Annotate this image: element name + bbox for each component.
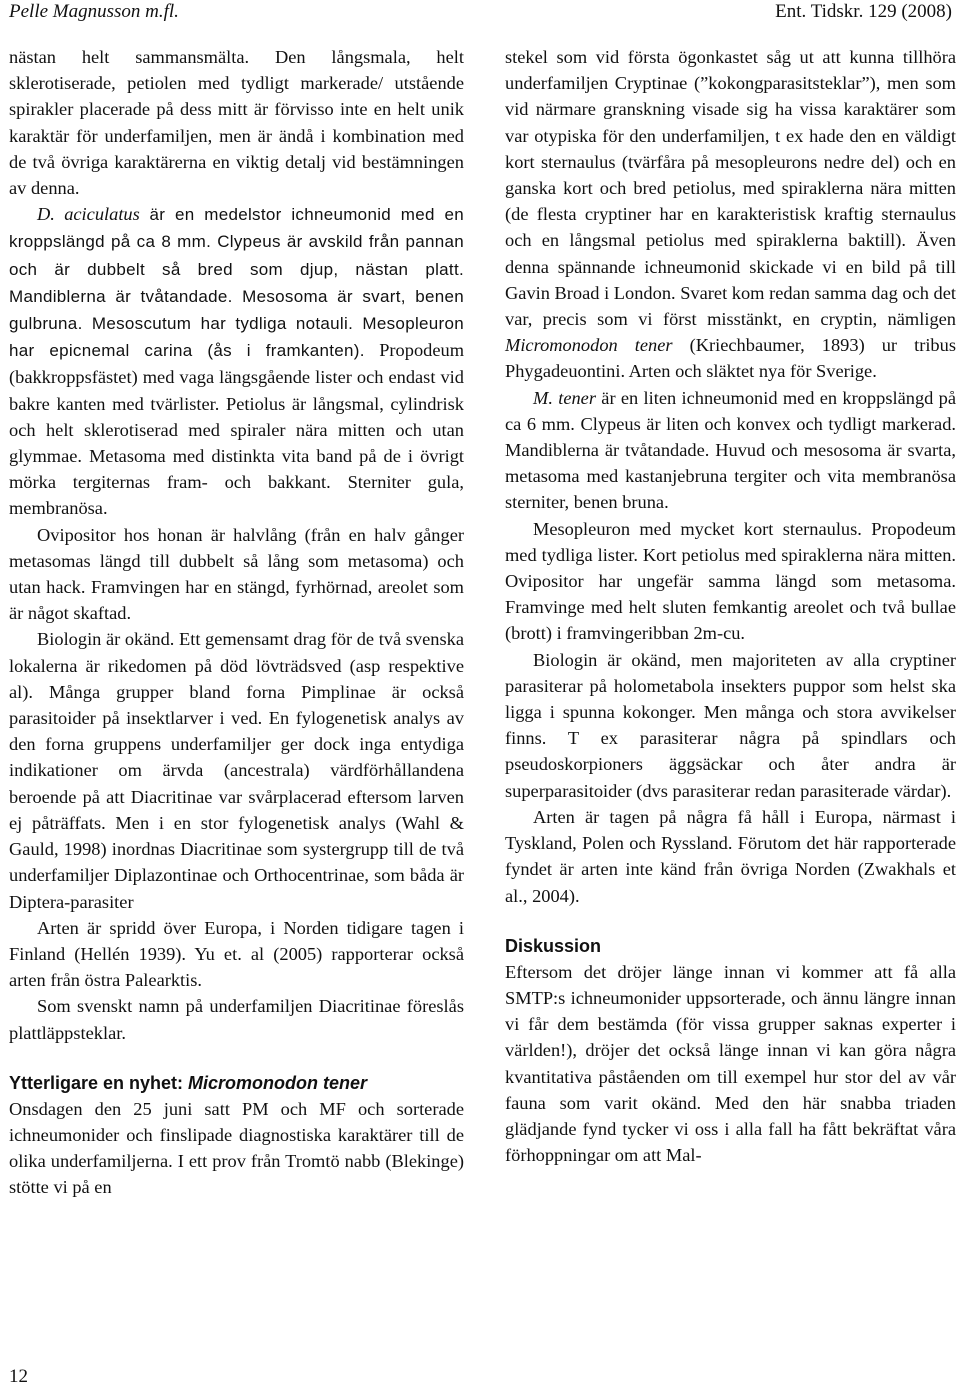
- paragraph-text: Propodeum (bakkroppsfästet) med vaga längsgående lister och endast vid bakre kanten med tvärlister. Petiolus är långsmal, cylindrisk och helt sklerotiserad med spiraler nära mitten och utan glymmae. Metasoma med distinkta vita band på de i övrigt mörka tergiternas fram- och bakkant. Sterniter gula, membranösa.: [9, 340, 464, 519]
- paragraph: stekel som vid första ögonkastet såg ut att kunna tillhöra underfamiljen Cryptinae (”kokongparasitsteklar”), men som vid närmare granskning visade sig ha vissa karaktärer som var otypiska för den underfamiljen, t ex hade den en väldigt kort sternaulus (tvärfåra på mesopleurons nedre del) och en ganska kort och bred petiolus, med spiraklerna nära mitten (de flesta cryptiner har en karakteristisk kraftig sternaulus och en långsmal petiolus med spiraklerna baktill). Även denna spännande ichneumonid skickade vi en bild på till Gavin Broad i London. Svaret kom redan samma dag och det var, precis som vi först misstänkt, en cryptin, nämligen Micromonodon tener (Kriechbaumer, 1893) ur tribus Phygadeuontini. Arten och släktet nya för Sverige.: [505, 47, 956, 382]
- right-column: [505, 44, 956, 1168]
- species-name: Micromonodon tener: [505, 335, 673, 356]
- paragraph: Ovipositor hos honan är halvlång (från en halv gånger metasomas längd till dubbelt så lång som metasoma) och utan hack. Framvingen har en stängd, fyrhörnad, areolet som är något skaftad.: [9, 524, 464, 624]
- paragraph: nästan helt sammansmälta. Den långsmala, helt sklerotiserade, petiolen med tydligt markerade/ utstående spirakler placerade på dess mitt är förvisso inte en helt unik karaktär för underfamiljen, men är ändå i kombination med de två övriga karaktärerna en viktig detalj vid bestämningen av denna.: [9, 47, 464, 199]
- section-heading: Ytterligare en nyhet: Micromonodon tener: [9, 1072, 368, 1093]
- author-header: Pelle Magnusson m.fl.: [9, 1, 179, 22]
- paragraph: Onsdagen den 25 juni satt PM och MF och sorterade ichneumonider och finslipade diagnostiska karaktärer till de olika underfamiljerna. I ett prov från Tromtö nabb (Blekinge) stötte vi på en: [9, 1098, 464, 1198]
- species-name: M. tener: [533, 387, 596, 408]
- paragraph: [9, 201, 464, 521]
- journal-header: Ent. Tidskr. 129 (2008): [775, 1, 952, 22]
- paragraph: Biologin är okänd. Ett gemensamt drag för de två svenska lokalerna är rikedomen på död lövträdsved (asp respektive al). Många grupper bland forna Pimplinae är också parasitoider på insektlarver i ved. En fylogenetisk analys av den forna gruppens underfamiljer ger dock inga entydiga indikationer om ärvda (ancestrala) värdförhållandena beroende på att Diacritinae var svårplacerad eftersom larven ej påträffats. Men i en stor fylogenetisk analys (Wahl & Gauld, 1998) inordnas Diacritinae som systergrupp till de två underfamiljer Diplazontinae och Orthocentrinae, som båda är Diptera-parasiter: [9, 629, 464, 912]
- paragraph-text: är en medelstor ichneumonid med en kroppslängd på ca 8 mm. Clypeus är avskild från pannan och är dubbelt så bred som djup, nästan platt. Mandiblerna är tvåtandade. Mesosoma är svart, benen gulbruna. Mesoscutum har tydliga notauli. Mesopleuron har epicnemal carina (ås i framkanten).: [9, 205, 464, 361]
- running-header: [9, 0, 952, 26]
- left-column: [9, 44, 464, 1201]
- species-name: D. aciculatus: [37, 204, 140, 225]
- paragraph: Arten är spridd över Europa, i Norden tidigare tagen i Finland (Hellén 1939). Yu et. al (2005) rapporterar också arten från östra Palearktis.: [9, 917, 464, 991]
- paragraph: Som svenskt namn på underfamiljen Diacritinae föreslås plattläppsteklar.: [9, 996, 464, 1043]
- paragraph: M. tener är en liten ichneumonid med en kroppslängd på ca 6 mm. Clypeus är liten och konvex och tydligt markerad. Mandiblerna är tvåtandade. Huvud och mesosoma är svarta, metasoma med kastanjebruna tergiter och vita membranösa sterniter, benen bruna.: [505, 387, 956, 513]
- paragraph: Arten är tagen på några få håll i Europa, närmast i Tyskland, Polen och Ryssland. Förutom det här rapporterade fyndet är arten inte känd från övriga Norden (Zwakhals et al., 2004).: [505, 806, 956, 906]
- paragraph: Mesopleuron med mycket kort sternaulus. Propodeum med tydliga lister. Kort petiolus med spiraklerna nära mitten. Ovipositor har ungefär samma längd som metasoma. Framvinge med helt sluten femkantig areolet och två bullae (brott) i framvingeribban 2m-cu.: [505, 518, 956, 644]
- page-number: 12: [9, 1366, 28, 1387]
- section-heading: Diskussion: [505, 935, 602, 956]
- paragraph: Eftersom det dröjer länge innan vi kommer att få alla SMTP:s ichneumonider uppsorterade, och ännu längre innan vi får dem bestämda (för vissa grupper saknas experter i världen!), dröjer det också länge innan vi kan göra några kvantitativa påståenden om till exempel hur stor del av vår fauna som varit okänd. Med den här snabba triaden glädjande fynd tycker vi oss i alla fall ha fått bekräftat våra förhoppningar om att Mal-: [505, 961, 956, 1166]
- paragraph: Biologin är okänd, men majoriteten av alla cryptiner parasiterar på holometabola insekters puppor som helst ska ligga i spunna kokonger. Men många och stora avvikelser finns. T ex parasiterar några på spindlars och pseudoskorpioners äggsäckar och åter andra är superparasitoider (dvs parasiterar redan parasiterade värdar).: [505, 649, 956, 801]
- species-name: Micromonodon tener: [188, 1072, 368, 1093]
